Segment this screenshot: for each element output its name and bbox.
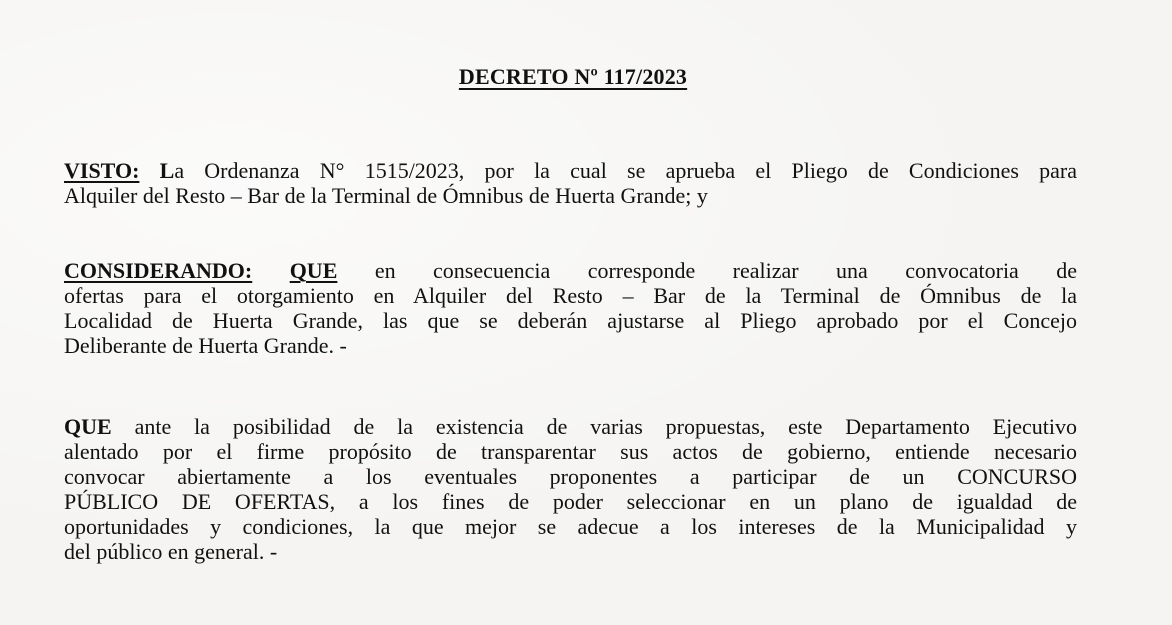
que-line-6: del público en general. - bbox=[64, 539, 278, 564]
considerando-line-3: Localidad de Huerta Grande, las que se deberán ajustarse al Pliego aprobado por el Concejo bbox=[64, 308, 1077, 333]
que-line-1-text: ante la posibilidad de la existencia de varias propuestas, este Departamento Ejecutivo bbox=[134, 414, 1077, 439]
que-line-5: oportunidades y condiciones, la que mejor se adecue a los intereses de la Municipalidad y bbox=[64, 514, 1077, 539]
que-line-2: alentado por el firme propósito de transparentar sus actos de gobierno, entiende necesario bbox=[64, 439, 1077, 464]
visto-first-letter: L bbox=[159, 158, 175, 183]
visto-line-1 bbox=[64, 158, 1077, 183]
decree-title: DECRETO Nº 117/2023 bbox=[458, 64, 688, 89]
considerando-line-4: Deliberante de Huerta Grande. - bbox=[64, 333, 347, 358]
visto-paragraph bbox=[64, 158, 1077, 208]
que-line-3: convocar abiertamente a los eventuales proponentes a participar de un CONCURSO bbox=[64, 464, 1077, 489]
que-line-1 bbox=[64, 414, 1077, 439]
visto-line-1-text: a Ordenanza N° 1515/2023, por la cual se aprueba el Pliego de Condiciones para bbox=[174, 158, 1077, 183]
considerando-line-2: ofertas para el otorgamiento en Alquiler del Resto – Bar de la Terminal de Ómnibus de la bbox=[64, 283, 1077, 308]
que-line-4: PÚBLICO DE OFERTAS, a los fines de poder seleccionar en un plano de igualdad de bbox=[64, 489, 1077, 514]
visto-line-2: Alquiler del Resto – Bar de la Terminal de Ómnibus de Huerta Grande; y bbox=[64, 183, 708, 208]
considerando-paragraph bbox=[64, 258, 1077, 358]
considerando-label: CONSIDERANDO: bbox=[64, 258, 253, 283]
considerando-line-1 bbox=[64, 258, 1077, 283]
visto-label: VISTO: bbox=[64, 158, 140, 183]
considerando-que: QUE bbox=[289, 258, 338, 283]
considerando-line-1-text: en consecuencia corresponde realizar una convocatoria de bbox=[374, 258, 1078, 283]
que-label: QUE bbox=[64, 414, 112, 439]
que-paragraph bbox=[64, 414, 1077, 564]
